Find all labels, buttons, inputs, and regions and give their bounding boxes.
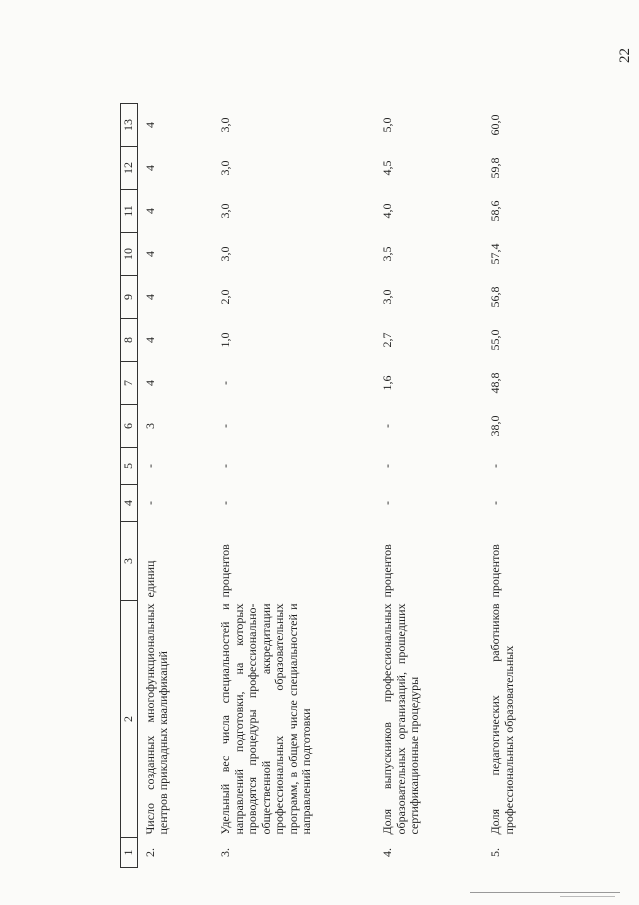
value-cell: 4: [142, 337, 157, 343]
value-cell: 5,0: [380, 117, 394, 133]
value-cell: 59,8: [488, 157, 502, 179]
column-header: 6: [121, 405, 138, 448]
row-number: 3.: [218, 848, 232, 857]
value-cell: -: [218, 464, 232, 468]
value-cell: -: [380, 424, 394, 428]
value-cell: 58,6: [488, 200, 502, 222]
value-cell: -: [218, 381, 232, 385]
unit-cell: процентов: [380, 544, 394, 598]
column-header: 10: [121, 233, 138, 276]
value-cell: 38,0: [488, 415, 502, 437]
value-cell: 60,0: [488, 114, 502, 136]
value-cell: -: [380, 464, 394, 468]
column-header: 8: [121, 319, 138, 362]
indicator-name: Удельный вес числа специальностей и направлений подготовки, на которых проводятся процедуры профессионально-общественной аккредитации профессиональных образовательных программ, в общем числе специальностей и направлений подготовки: [218, 603, 313, 835]
value-cell: 3,0: [380, 289, 394, 305]
column-number-row: [121, 104, 138, 868]
unit-cell: процентов: [218, 544, 232, 598]
value-cell: 4: [142, 122, 157, 128]
value-cell: 3,5: [380, 246, 394, 262]
column-header: 3: [121, 522, 138, 601]
value-cell: 3,0: [218, 203, 232, 219]
table-row: [483, 104, 543, 868]
value-cell: 4: [142, 294, 157, 300]
indicators-table: [120, 103, 543, 868]
value-cell: 2,7: [380, 332, 394, 348]
unit-cell: процентов: [488, 544, 502, 598]
value-cell: 57,4: [488, 243, 502, 265]
scan-edge-line: [560, 896, 615, 897]
indicator-name: Число созданных многофункциональных центров прикладных квалификаций: [142, 603, 170, 835]
row-number: 4.: [380, 848, 394, 857]
column-header: 13: [121, 104, 138, 147]
value-cell: -: [380, 501, 394, 505]
value-cell: -: [218, 501, 232, 505]
scan-edge-line: [470, 892, 620, 893]
value-cell: 4: [142, 251, 157, 257]
value-cell: 4,0: [380, 203, 394, 219]
column-header: 2: [121, 601, 138, 838]
table-row: [137, 104, 213, 868]
column-header: 1: [121, 838, 138, 868]
column-header: 7: [121, 362, 138, 405]
column-header: 9: [121, 276, 138, 319]
row-number: 2.: [142, 848, 157, 857]
value-cell: -: [142, 464, 157, 468]
value-cell: 3,0: [218, 160, 232, 176]
value-cell: 4: [142, 208, 157, 214]
value-cell: 48,8: [488, 372, 502, 394]
value-cell: -: [488, 501, 502, 505]
column-header: 11: [121, 190, 138, 233]
page-number: 22: [617, 48, 633, 63]
table-body: [121, 104, 544, 868]
value-cell: -: [218, 424, 232, 428]
value-cell: 1,0: [218, 332, 232, 348]
value-cell: 1,6: [380, 375, 394, 391]
table-row: [213, 104, 375, 868]
value-cell: 3: [142, 423, 157, 429]
value-cell: 4: [142, 380, 157, 386]
column-header: 5: [121, 448, 138, 485]
indicator-name: Доля педагогических работников профессиональных образовательных: [488, 603, 516, 835]
value-cell: 4: [142, 165, 157, 171]
value-cell: 56,8: [488, 286, 502, 308]
value-cell: 55,0: [488, 329, 502, 351]
unit-cell: единиц: [142, 560, 157, 598]
value-cell: 4,5: [380, 160, 394, 176]
indicator-name: Доля выпускников профессиональных образовательных организаций, прошедших сертификационные процедуры: [380, 603, 421, 835]
table-row: [375, 104, 483, 868]
value-cell: 3,0: [218, 246, 232, 262]
value-cell: 3,0: [218, 117, 232, 133]
column-header: 4: [121, 485, 138, 522]
value-cell: -: [488, 464, 502, 468]
value-cell: 2,0: [218, 289, 232, 305]
column-header: 12: [121, 147, 138, 190]
value-cell: -: [142, 501, 157, 505]
row-number: 5.: [488, 848, 502, 857]
